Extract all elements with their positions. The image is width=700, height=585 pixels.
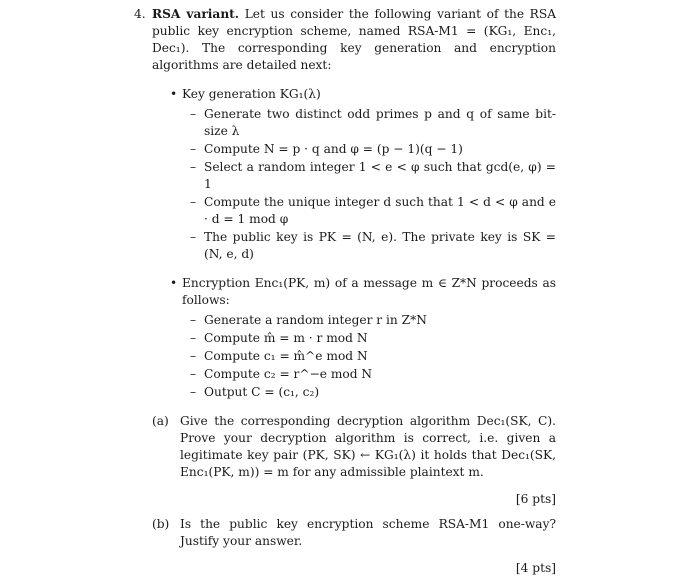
part-a-text: Give the corresponding decryption algorithm Dec₁(SK, C). Prove your decryption algorithm is correct, i.e. given a legitimate key pair (PK, SK) ← KG₁(λ) it holds that Dec₁(SK, Enc₁(PK, m)) = m for any admissible plaintext m. — [180, 414, 556, 479]
keygen-heading: • Key generation KG₁(λ) — [182, 87, 321, 101]
keygen-step: – Compute N = p · q and φ = (p − 1)(q − 1) — [204, 141, 556, 158]
encryption-heading: • Encryption Enc₁(PK, m) of a message m ∈ Z*N proceeds as follows: — [182, 276, 556, 307]
keygen-step: – Select a random integer 1 < e < φ such that gcd(e, φ) = 1 — [204, 159, 556, 193]
keygen-step: – Generate two distinct odd primes p and q of same bit-size λ — [204, 106, 556, 140]
part-b — [152, 516, 556, 577]
algorithm-list — [152, 86, 556, 401]
intro-text: Let us consider the following variant of the RSA public key encryption scheme, named RSA-M1 = (KG₁, Enc₁, Dec₁). The corresponding key generation and encryption algorithms are detailed next: — [152, 7, 556, 72]
problem-parts — [152, 413, 556, 577]
encryption-section — [182, 275, 556, 401]
problem-4 — [134, 6, 556, 585]
problem-number: 4. — [134, 7, 146, 21]
part-b-points: [4 pts] — [515, 561, 556, 575]
part-b-label: (b) — [152, 517, 170, 531]
encryption-step: – Output C = (c₁, c₂) — [204, 384, 556, 401]
problem-title: RSA variant. — [152, 7, 240, 21]
encryption-step: – Compute c₂ = r^−e mod N — [204, 366, 556, 383]
encryption-steps — [182, 312, 556, 401]
keygen-step: – The public key is PK = (N, e). The private key is SK = (N, e, d) — [204, 229, 556, 263]
part-a-points: [6 pts] — [515, 492, 556, 506]
keygen-steps — [182, 106, 556, 263]
encryption-step: – Generate a random integer r in Z*N — [204, 312, 556, 329]
part-b-text: Is the public key encryption scheme RSA-M1 one-way? Justify your answer. — [180, 517, 556, 548]
problem-intro — [152, 6, 556, 74]
part-a-label: (a) — [152, 414, 169, 428]
encryption-step: – Compute c₁ = m̂^e mod N — [204, 348, 556, 365]
encryption-step: – Compute m̂ = m · r mod N — [204, 330, 556, 347]
part-a — [152, 413, 556, 508]
keygen-section — [182, 86, 556, 263]
keygen-step: – Compute the unique integer d such that 1 < d < φ and e · d = 1 mod φ — [204, 194, 556, 228]
